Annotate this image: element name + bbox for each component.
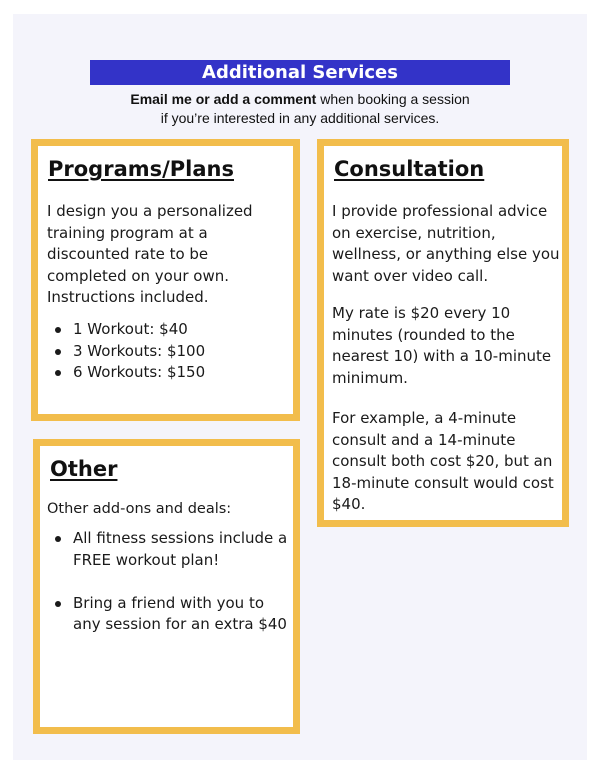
- consultation-card: [317, 139, 569, 527]
- page-title: Additional Services: [90, 60, 510, 85]
- list-item: All fitness sessions include a FREE workout plan!: [47, 528, 292, 571]
- programs-plans-description: I design you a personalized training program at a discounted rate to be completed on your own. Instructions included.: [47, 202, 253, 306]
- intro-bold-text: Email me or add a comment: [130, 91, 317, 107]
- list-item: Bring a friend with you to any session for an extra $40: [47, 593, 292, 636]
- list-item: 3 Workouts: $100: [47, 341, 292, 363]
- other-card: [33, 439, 300, 734]
- programs-plans-heading: Programs/Plans: [48, 157, 234, 181]
- consultation-example-paragraph: For example, a 4-minute consult and a 14-minute consult both cost $20, but an 18-minute consult would cost $40.: [332, 409, 554, 513]
- programs-plans-card: [31, 139, 300, 421]
- other-description: Other add-ons and deals:: [47, 501, 232, 517]
- consultation-heading: Consultation: [334, 157, 485, 181]
- list-item: 6 Workouts: $150: [47, 362, 292, 384]
- intro-rest-text: when booking a session: [316, 91, 470, 107]
- consultation-paragraph: I provide professional advice on exercise, nutrition, wellness, or anything else you want over video call.: [332, 202, 560, 285]
- programs-price-list: [47, 319, 292, 384]
- other-deals-list: [47, 528, 292, 636]
- consultation-rate-paragraph: My rate is $20 every 10 minutes (rounded to the nearest 10) with a 10-minute minimum.: [332, 304, 552, 387]
- intro-line-2: if you’re interested in any additional services.: [160, 110, 440, 126]
- intro-text: [90, 90, 510, 128]
- other-heading: Other: [50, 457, 118, 481]
- list-item: 1 Workout: $40: [47, 319, 292, 341]
